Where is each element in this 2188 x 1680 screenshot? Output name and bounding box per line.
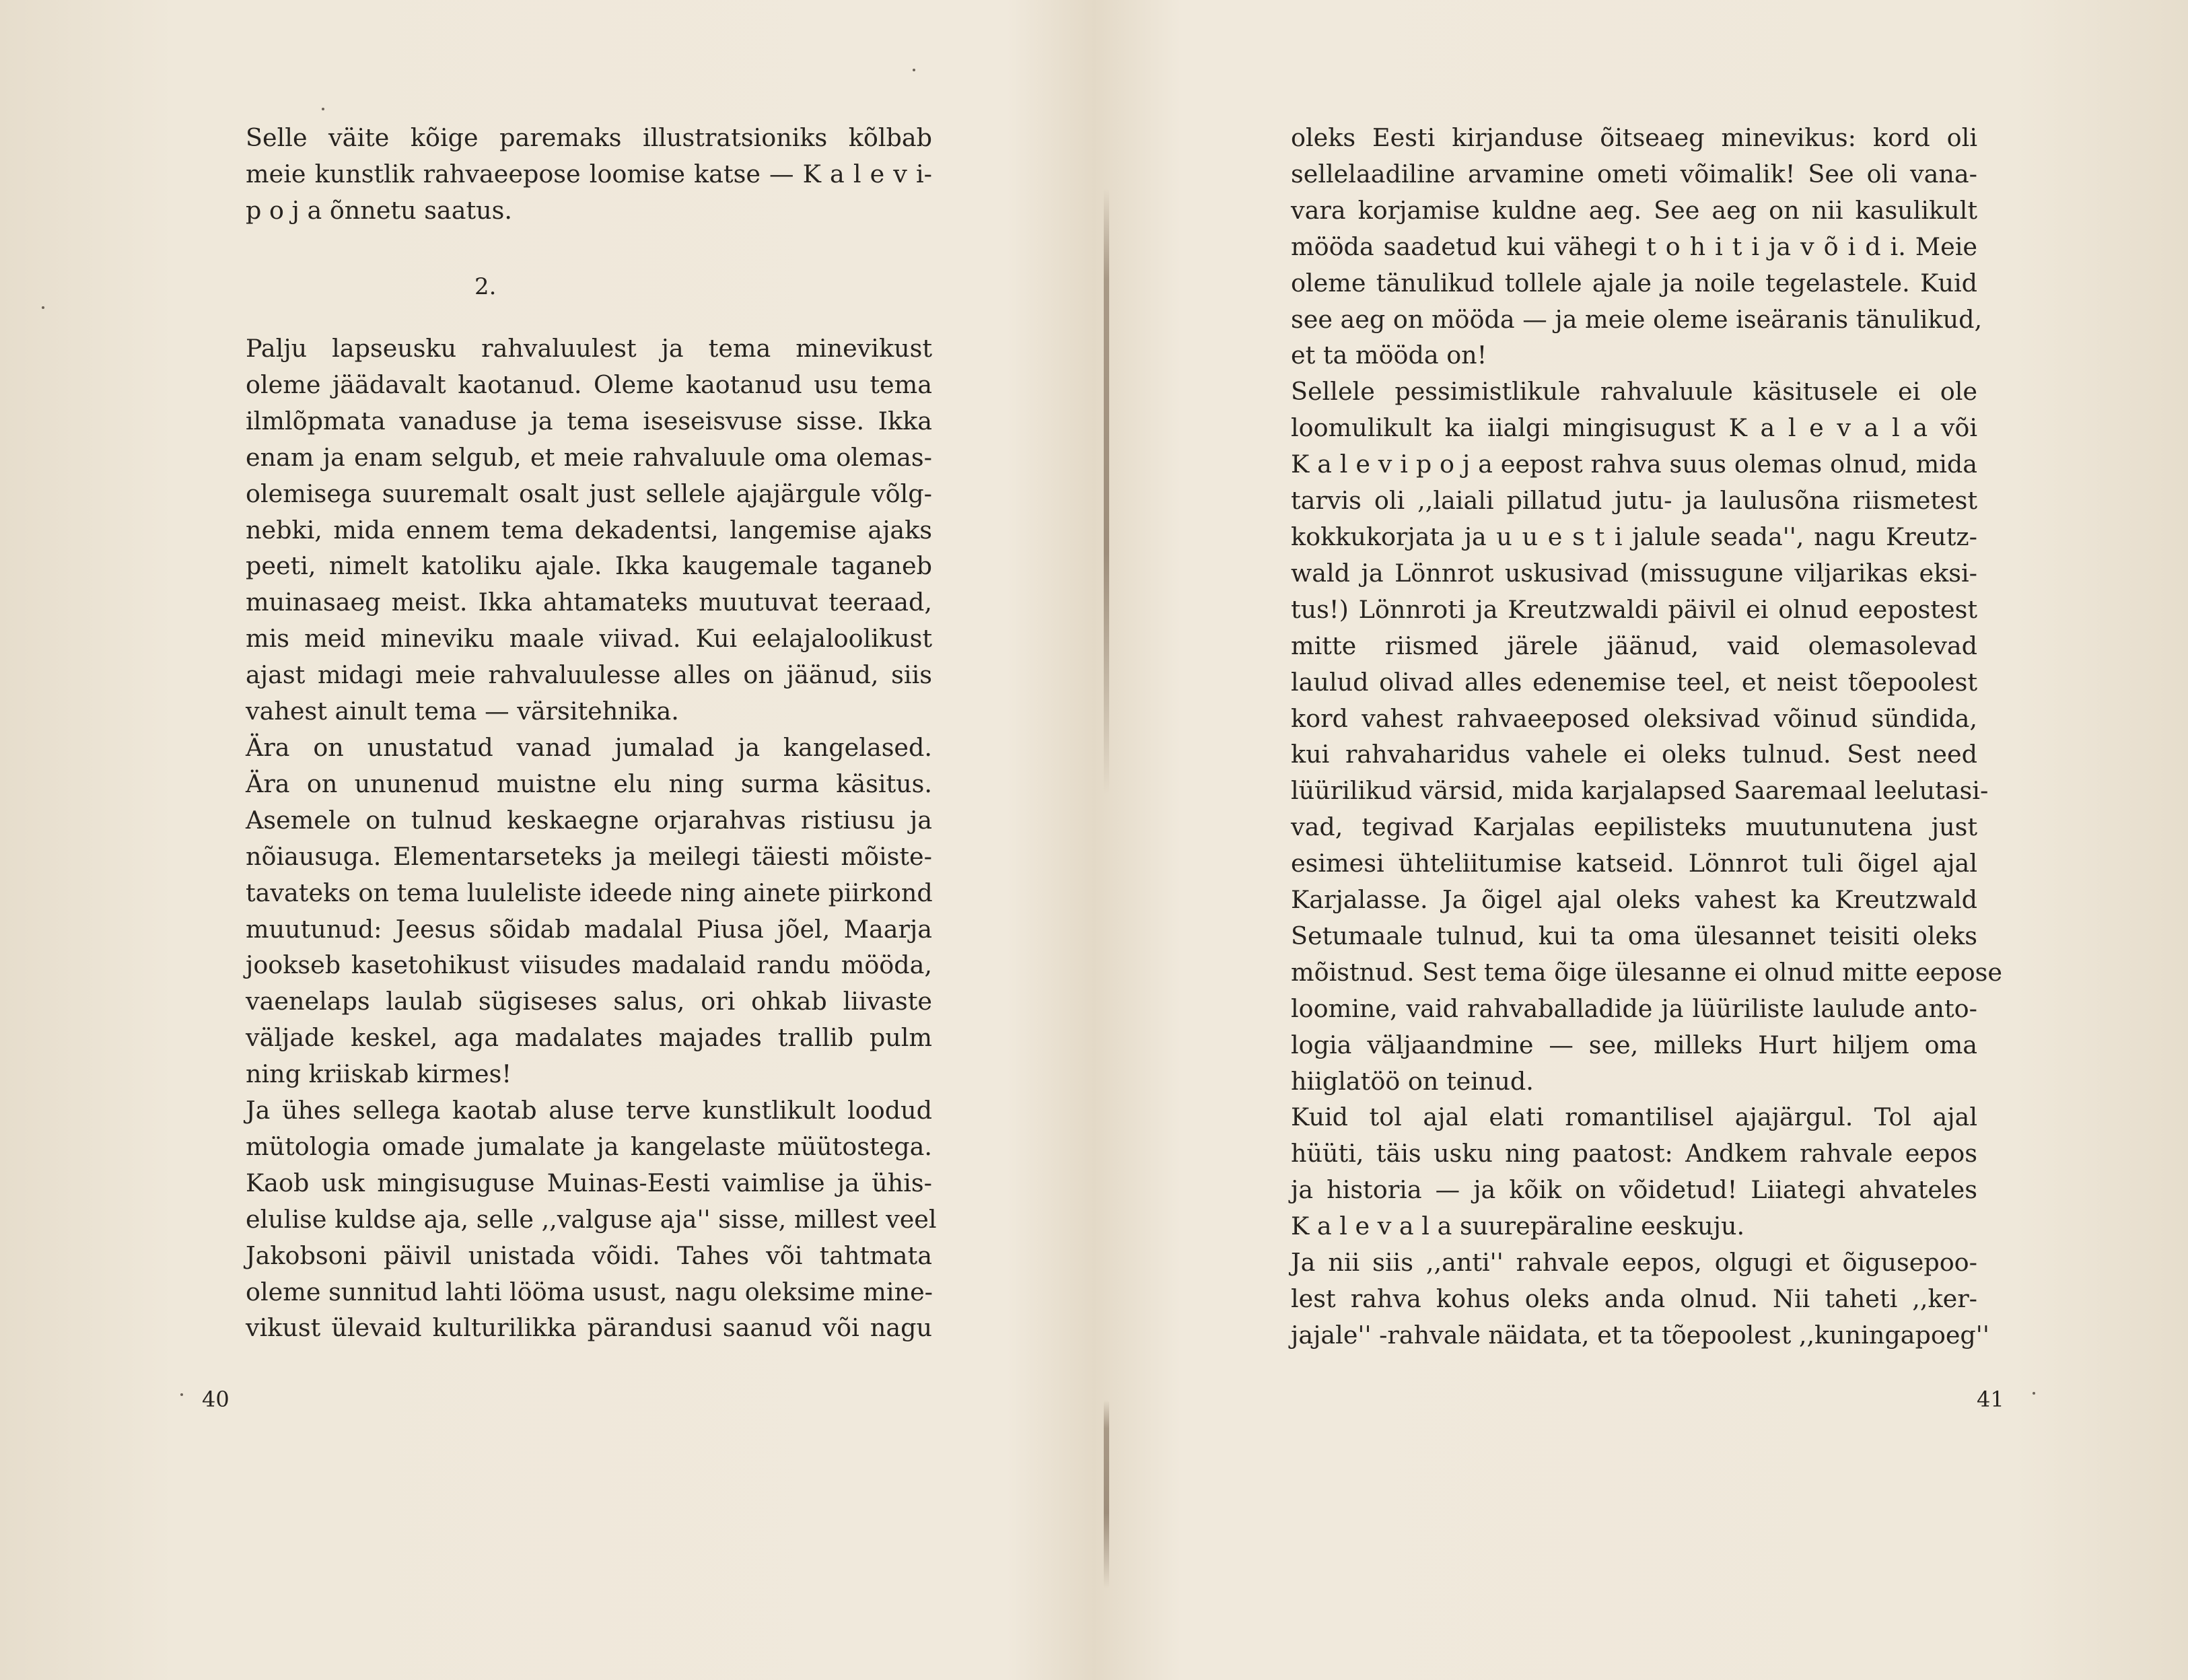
text-line: mööda saadetud kui vähegi t o h i t i ja v õ i d i. Meie bbox=[1291, 232, 1977, 261]
text-line: mõistnud. Sest tema õige ülesanne ei olnud mitte eepose bbox=[1291, 957, 2003, 987]
text-line: see aeg on mööda — ja meie oleme iseäranis tänulikud, bbox=[1291, 304, 1983, 334]
text-line: jajale'' -rahvale näidata, et ta tõepoolest ,,kuningapoeg'' bbox=[1291, 1320, 1989, 1350]
text-line: tavateks on tema luuleliste ideede ning ainete piirkond bbox=[246, 878, 933, 907]
page-number-right: 41 bbox=[1977, 1387, 2004, 1412]
text-line: Sellele pessimistlikule rahvaluule käsitusele ei ole bbox=[1291, 377, 1977, 407]
text-line: Selle väite kõige paremaks illustratsioniks kõlbab bbox=[246, 123, 932, 152]
text-line: oleme tänulikud tollele ajale ja noile tegelastele. Kuid bbox=[1291, 268, 1977, 298]
text-line: vad, tegivad Karjalas eepilisteks muutunutena just bbox=[1291, 812, 1977, 842]
text-line: mis meid mineviku maale viivad. Kui eelajaloolikust bbox=[246, 624, 932, 654]
text-line: kokkukorjata ja u u e s t i jalule seada'', nagu Kreutz- bbox=[1291, 522, 1977, 551]
text-line: Ära on ununenud muistne elu ning surma käsitus. bbox=[246, 769, 932, 798]
text-line: oleks Eesti kirjanduse õitseaeg minevikus: kord oli bbox=[1291, 123, 1977, 152]
text-line: oleme jäädavalt kaotanud. Oleme kaotanud usu tema bbox=[246, 370, 932, 399]
text-line: lüürilikud värsid, mida karjalapsed Saaremaal leelutasi- bbox=[1291, 776, 1989, 806]
text-line: logia väljaandmine — see, milleks Hurt hiljem oma bbox=[1291, 1030, 1977, 1059]
text-line: nõiausuga. Elementarseteks ja meilegi täiesti mõiste- bbox=[246, 841, 932, 871]
page-number-left: 40 bbox=[202, 1387, 230, 1412]
text-line: ning kriiskab kirmes! bbox=[246, 1059, 511, 1089]
text-line: olemisega suuremalt osalt just sellele ajajärgule võlg- bbox=[246, 479, 932, 508]
text-line: muutunud: Jeesus sõidab madalal Piusa jõel, Maarja bbox=[246, 914, 932, 944]
text-line: Kuid tol ajal elati romantilisel ajajärgul. Tol ajal bbox=[1291, 1102, 1977, 1132]
book-gutter bbox=[1104, 188, 1109, 794]
text-line: tus!) Lönnroti ja Kreutzwaldi päivil ei olnud eepostest bbox=[1291, 594, 1977, 624]
text-line: p o j a õnnetu saatus. bbox=[246, 195, 512, 225]
text-line: K a l e v i p o j a eepost rahva suus olemas olnud, mida bbox=[1291, 450, 1977, 479]
book-gutter-lower bbox=[1104, 1400, 1109, 1588]
section-heading: 2. bbox=[474, 273, 497, 300]
paper-speck bbox=[180, 1393, 183, 1396]
left-body bbox=[246, 330, 937, 1346]
text-line: Ja ühes sellega kaotab aluse terve kunstlikult loodud bbox=[246, 1096, 932, 1125]
text-line: et ta mööda on! bbox=[1291, 341, 1487, 370]
text-line: jookseb kasetohikust viisudes madalaid randu mööda, bbox=[246, 950, 932, 980]
text-line: hiiglatöö on teinud. bbox=[1291, 1066, 1534, 1096]
paper-speck bbox=[2033, 1392, 2035, 1395]
paper-speck bbox=[42, 306, 44, 309]
text-line: K a l e v a l a suurepäraline eeskuju. bbox=[1291, 1212, 1745, 1241]
text-line: sellelaadiline arvamine ometi võimalik! See oli vana- bbox=[1291, 159, 1977, 188]
text-line: elulise kuldse aja, selle ,,valguse aja'' sisse, millest veel bbox=[246, 1204, 937, 1234]
paragraph bbox=[246, 330, 932, 730]
text-line: ajast midagi meie rahvaluulesse alles on jäänud, siis bbox=[246, 660, 932, 690]
text-line: enam ja enam selgub, et meie rahvaluule oma olemas- bbox=[246, 442, 932, 472]
paper-speck bbox=[913, 69, 915, 71]
text-line: loomine, vaid rahvaballadide ja lüüriliste laulude anto- bbox=[1291, 993, 1977, 1023]
paragraph bbox=[246, 1092, 937, 1346]
text-line: esimesi ühteliitumise katseid. Lönnrot tuli õigel ajal bbox=[1291, 849, 1977, 878]
left-intro bbox=[246, 120, 932, 229]
text-line: väljade keskel, aga madalates majades trallib pulm bbox=[246, 1023, 932, 1053]
text-line: Jakobsoni päivil unistada võidi. Tahes või tahtmata bbox=[246, 1240, 932, 1270]
text-line: lest rahva kohus oleks anda olnud. Nii taheti ,,ker- bbox=[1291, 1284, 1977, 1313]
text-line: ja historia — ja kõik on võidetud! Liiategi ahvateles bbox=[1291, 1175, 1977, 1205]
paragraph bbox=[1291, 1245, 1989, 1354]
paragraph bbox=[246, 120, 932, 229]
paper-speck bbox=[322, 108, 324, 110]
text-line: loomulikult ka iialgi mingisugust K a l e v a l a või bbox=[1291, 413, 1977, 443]
text-line: kord vahest rahvaeeposed oleksivad võinud sündida, bbox=[1291, 703, 1977, 733]
text-line: vahest ainult tema — värsitehnika. bbox=[246, 697, 679, 726]
text-line: mütologia omade jumalate ja kangelaste müütostega. bbox=[246, 1131, 932, 1161]
text-line: vara korjamise kuldne aeg. See aeg on nii kasulikult bbox=[1291, 195, 1977, 225]
right-body bbox=[1291, 120, 2003, 1354]
text-line: Asemele on tulnud keskaegne orjarahvas ristiusu ja bbox=[246, 805, 932, 835]
text-line: ilmlõpmata vanaduse ja tema iseseisvuse sisse. Ikka bbox=[246, 406, 932, 435]
text-line: mitte riismed järele jäänud, vaid olemasolevad bbox=[1291, 631, 1977, 660]
text-line: meie kunstlik rahvaeepose loomise katse — K a l e v i- bbox=[246, 159, 932, 188]
text-line: Setumaale tulnud, kui ta oma ülesannet teisiti oleks bbox=[1291, 921, 1977, 950]
text-line: Karjalasse. Ja õigel ajal oleks vahest ka Kreutzwald bbox=[1291, 885, 1977, 915]
text-line: Ja nii siis ,,anti'' rahvale eepos, olgugi et õigusepoo- bbox=[1291, 1248, 1977, 1278]
text-line: vikust ülevaid kulturilikka pärandusi saanud või nagu bbox=[246, 1313, 932, 1343]
text-line: oleme sunnitud lahti lööma usust, nagu oleksime mine- bbox=[246, 1277, 933, 1306]
text-line: tarvis oli ,,laiali pillatud jutu- ja laulusõna riismetest bbox=[1291, 486, 1977, 516]
text-line: Kaob usk mingisuguse Muinas-Eesti vaimlise ja ühis- bbox=[246, 1168, 932, 1197]
text-line: Palju lapseusku rahvaluulest ja tema minevikust bbox=[246, 334, 932, 363]
text-line: wald ja Lönnrot uskusivad (missugune viljarikas eksi- bbox=[1291, 558, 1977, 588]
text-line: nebki, mida ennem tema dekadentsi, langemise ajaks bbox=[246, 515, 932, 545]
text-line: Ära on unustatud vanad jumalad ja kangelased. bbox=[246, 732, 932, 762]
paragraph bbox=[1291, 374, 2003, 1099]
text-line: laulud olivad alles edenemise teel, et neist tõepoolest bbox=[1291, 667, 1977, 697]
text-line: kui rahvaharidus vahele ei oleks tulnud. Sest need bbox=[1291, 740, 1977, 769]
text-line: muinasaeg meist. Ikka ahtamateks muutuvat teeraad, bbox=[246, 588, 932, 617]
text-line: hüüti, täis usku ning paatost: Andkem rahvale eepos bbox=[1291, 1139, 1977, 1168]
paragraph bbox=[1291, 120, 1983, 374]
paragraph bbox=[1291, 1099, 1977, 1245]
paragraph bbox=[246, 730, 932, 1092]
text-line: vaenelaps laulab sügiseses salus, ori ohkab liivaste bbox=[246, 987, 932, 1016]
text-line: peeti, nimelt katoliku ajale. Ikka kaugemale taganeb bbox=[246, 551, 932, 581]
